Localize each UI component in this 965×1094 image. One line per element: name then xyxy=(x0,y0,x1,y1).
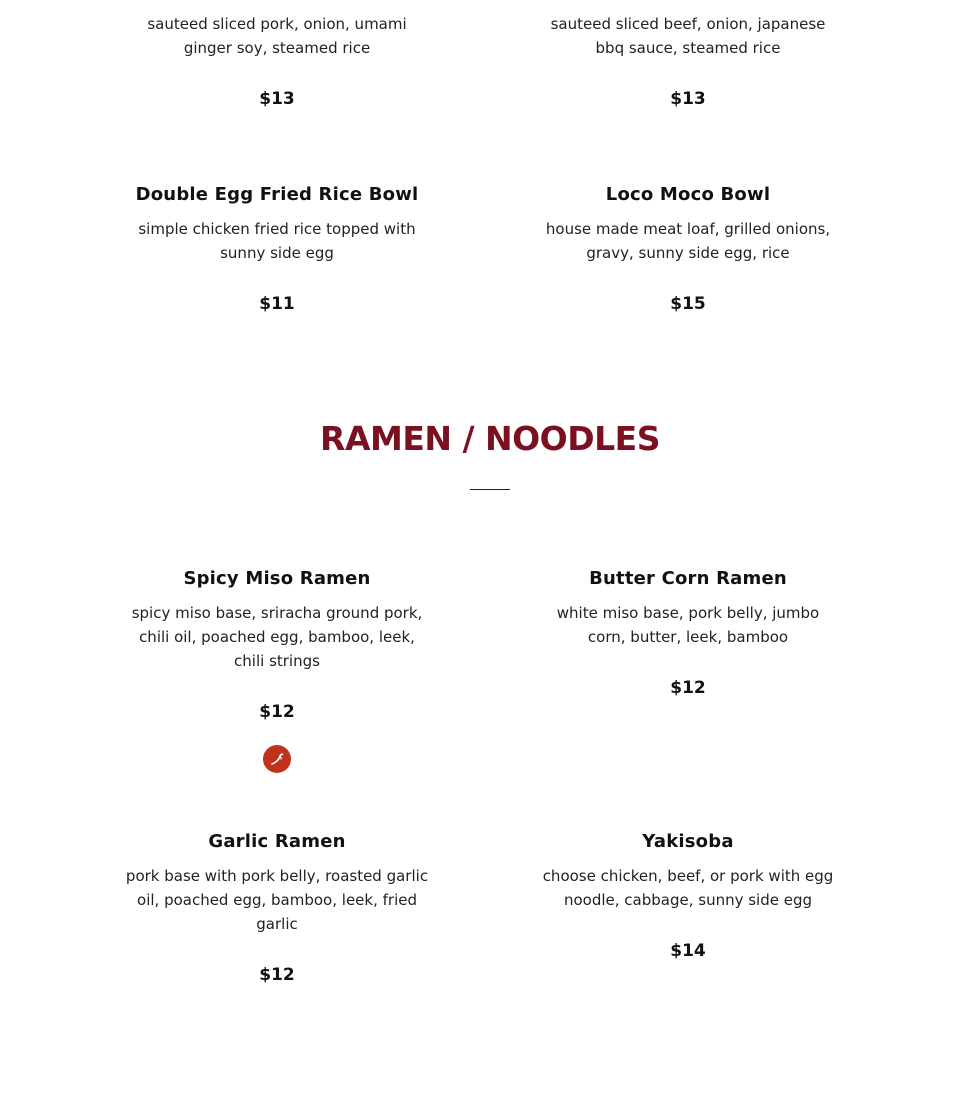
item-description: simple chicken fried rice topped with sunny side egg xyxy=(138,220,416,262)
item-price: $12 xyxy=(259,965,295,985)
item-description: pork base with pork belly, roasted garlic oil, poached egg, bamboo, leek, fried garlic xyxy=(125,867,429,933)
item-price: $15 xyxy=(670,294,706,314)
item-description: house made meat loaf, grilled onions, gravy, sunny side egg, rice xyxy=(545,220,831,262)
chili-pepper-icon xyxy=(263,745,291,773)
item-price: $12 xyxy=(670,678,706,698)
menu-item-garlic-ramen xyxy=(117,830,437,987)
menu-item-pork-bowl xyxy=(117,12,437,111)
item-name: Loco Moco Bowl xyxy=(605,184,771,205)
menu-item-beef-bowl xyxy=(528,12,848,111)
section-title-ramen-noodles: RAMEN / NOODLES xyxy=(320,419,660,458)
menu-item-double-egg-fried-rice-bowl xyxy=(117,183,437,316)
item-name: Double Egg Fried Rice Bowl xyxy=(135,184,419,205)
menu-item-butter-corn-ramen xyxy=(528,567,848,700)
item-name: Yakisoba xyxy=(642,831,734,852)
item-description: choose chicken, beef, or pork with egg noodle, cabbage, sunny side egg xyxy=(542,867,834,909)
item-price: $11 xyxy=(259,294,295,314)
item-description: sauteed sliced pork, onion, umami ginger soy, steamed rice xyxy=(147,15,407,57)
item-name: Garlic Ramen xyxy=(208,831,346,852)
section-divider xyxy=(470,489,510,490)
item-price: $12 xyxy=(259,702,295,722)
item-description: white miso base, pork belly, jumbo corn, butter, leek, bamboo xyxy=(556,604,820,646)
item-price: $13 xyxy=(670,89,706,109)
item-description: sauteed sliced beef, onion, japanese bbq sauce, steamed rice xyxy=(550,15,826,57)
menu-item-yakisoba xyxy=(528,830,848,963)
item-price: $14 xyxy=(670,941,706,961)
item-name: Spicy Miso Ramen xyxy=(183,568,371,589)
menu-item-loco-moco-bowl xyxy=(528,183,848,316)
item-price: $13 xyxy=(259,89,295,109)
menu-item-spicy-miso-ramen xyxy=(117,567,437,773)
item-name: Butter Corn Ramen xyxy=(589,568,787,589)
item-description: spicy miso base, sriracha ground pork, chili oil, poached egg, bamboo, leek, chili strings xyxy=(131,604,423,670)
